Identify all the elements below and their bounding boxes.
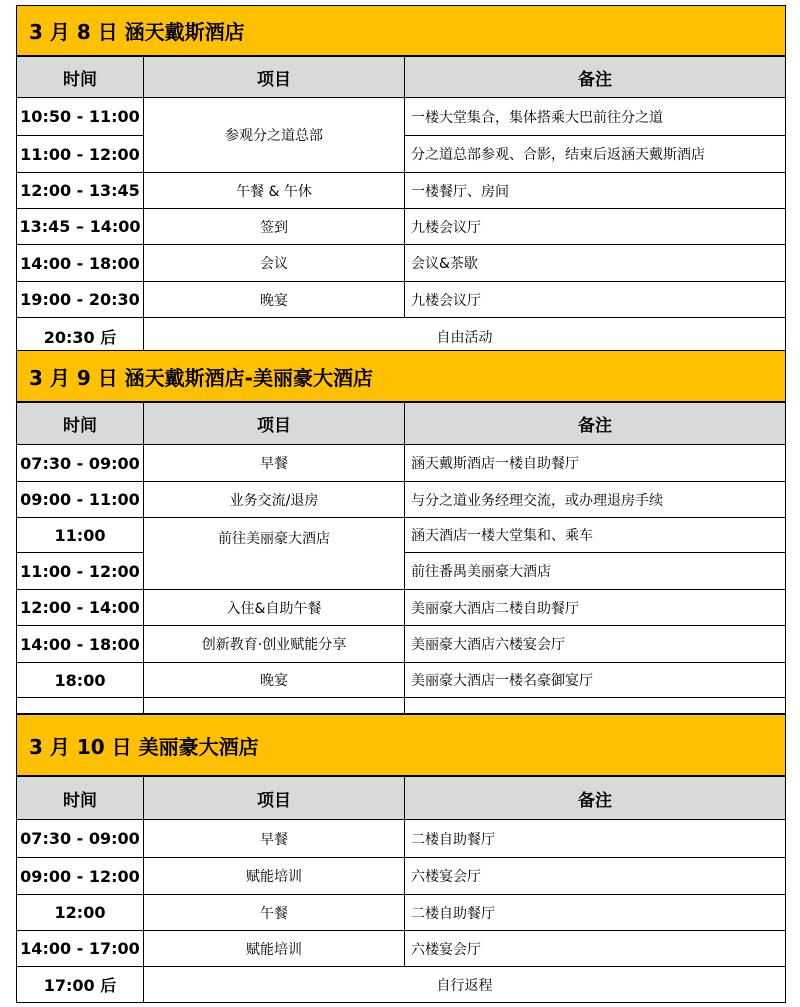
time-cell: 12:00 - 14:00 — [17, 590, 144, 626]
time-cell: 14:00 - 18:00 — [17, 626, 144, 663]
table-row — [17, 967, 786, 1003]
item-cell: 参观分之道总部 — [144, 98, 405, 173]
item-cell: 签到 — [144, 209, 405, 245]
note-cell: 九楼会议厅 — [405, 209, 786, 245]
table-row — [17, 626, 786, 663]
table-row — [17, 663, 786, 698]
note-cell: 会议&茶歇 — [405, 245, 786, 282]
col-header-note: 备注 — [405, 57, 786, 98]
time-cell: 10:50 - 11:00 — [17, 98, 144, 136]
time-cell: 11:00 - 12:00 — [17, 553, 144, 590]
table-header-row — [17, 403, 786, 445]
col-header-time: 时间 — [17, 403, 144, 445]
time-cell: 13:45 – 14:00 — [17, 209, 144, 245]
item-cell: 午餐 — [144, 895, 405, 931]
table-row — [17, 445, 786, 482]
day1-header — [16, 5, 786, 56]
time-cell: 09:00 - 11:00 — [17, 482, 144, 518]
table-row — [17, 98, 786, 136]
note-cell: 分之道总部参观、合影，结束后返涵天戴斯酒店 — [405, 136, 786, 173]
note-cell: 六楼宴会厅 — [405, 858, 786, 895]
day2-title: 3 月 9 日 涵天戴斯酒店-美丽豪大酒店 — [29, 365, 373, 390]
note-cell: 美丽豪大酒店二楼自助餐厅 — [405, 590, 786, 626]
note-cell: 前往番禺美丽豪大酒店 — [405, 553, 786, 590]
item-cell: 赋能培训 — [144, 858, 405, 895]
col-header-time: 时间 — [17, 777, 144, 820]
day2-table — [16, 402, 786, 714]
table-row — [17, 858, 786, 895]
note-cell: 与分之道业务经理交流，或办理退房手续 — [405, 482, 786, 518]
item-cell: 早餐 — [144, 820, 405, 858]
time-cell: 11:00 - 12:00 — [17, 136, 144, 173]
time-cell: 12:00 — [17, 895, 144, 931]
note-cell: 美丽豪大酒店六楼宴会厅 — [405, 626, 786, 663]
table-row — [17, 209, 786, 245]
table-row — [17, 931, 786, 967]
span-cell: 自行返程 — [144, 967, 786, 1003]
table-row — [17, 895, 786, 931]
time-cell: 07:30 - 09:00 — [17, 820, 144, 858]
item-cell: 创新教育·创业赋能分享 — [144, 626, 405, 663]
day2-header — [16, 350, 786, 402]
time-cell: 11:00 — [17, 518, 144, 553]
time-cell: 20:30 后 — [17, 318, 144, 356]
note-cell: 美丽豪大酒店一楼名豪御宴厅 — [405, 663, 786, 698]
item-cell: 晚宴 — [144, 282, 405, 318]
time-cell: 14:00 - 17:00 — [17, 931, 144, 967]
item-cell: 晚宴 — [144, 663, 405, 698]
col-header-item: 项目 — [144, 403, 405, 445]
item-cell: 赋能培训 — [144, 931, 405, 967]
table-row — [17, 245, 786, 282]
table-row — [17, 590, 786, 626]
time-cell: 14:00 - 18:00 — [17, 245, 144, 282]
col-header-time: 时间 — [17, 57, 144, 98]
item-cell: 午餐 & 午休 — [144, 173, 405, 209]
table-row — [17, 820, 786, 858]
day3-table — [16, 776, 786, 1003]
table-row — [17, 482, 786, 518]
note-cell: 一楼大堂集合，集体搭乘大巴前往分之道 — [405, 98, 786, 136]
note-cell: 一楼餐厅、房间 — [405, 173, 786, 209]
time-cell: 12:00 - 13:45 — [17, 173, 144, 209]
time-cell: 07:30 - 09:00 — [17, 445, 144, 482]
day3-header — [16, 714, 786, 776]
table-row — [17, 518, 786, 553]
item-cell: 早餐 — [144, 445, 405, 482]
time-cell: 17:00 后 — [17, 967, 144, 1003]
note-cell: 涵天戴斯酒店一楼自助餐厅 — [405, 445, 786, 482]
table-row — [17, 173, 786, 209]
time-cell: 09:00 - 12:00 — [17, 858, 144, 895]
item-cell: 入住&自助午餐 — [144, 590, 405, 626]
table-header-row — [17, 777, 786, 820]
col-header-item: 项目 — [144, 777, 405, 820]
item-cell: 前往美丽豪大酒店 — [144, 518, 405, 590]
note-cell: 二楼自助餐厅 — [405, 820, 786, 858]
col-header-item: 项目 — [144, 57, 405, 98]
table-row — [17, 282, 786, 318]
col-header-note: 备注 — [405, 777, 786, 820]
day3-title: 3 月 10 日 美丽豪大酒店 — [29, 734, 259, 759]
day1-table — [16, 56, 786, 356]
item-cell: 会议 — [144, 245, 405, 282]
span-cell: 自由活动 — [144, 318, 786, 356]
note-cell: 九楼会议厅 — [405, 282, 786, 318]
table-spacer-row — [17, 698, 786, 714]
note-cell: 六楼宴会厅 — [405, 931, 786, 967]
day1-title: 3 月 8 日 涵天戴斯酒店 — [29, 20, 245, 44]
table-header-row — [17, 57, 786, 98]
item-cell: 业务交流/退房 — [144, 482, 405, 518]
time-cell: 19:00 - 20:30 — [17, 282, 144, 318]
note-cell: 涵天酒店一楼大堂集和、乘车 — [405, 518, 786, 553]
col-header-note: 备注 — [405, 403, 786, 445]
note-cell: 二楼自助餐厅 — [405, 895, 786, 931]
time-cell: 18:00 — [17, 663, 144, 698]
